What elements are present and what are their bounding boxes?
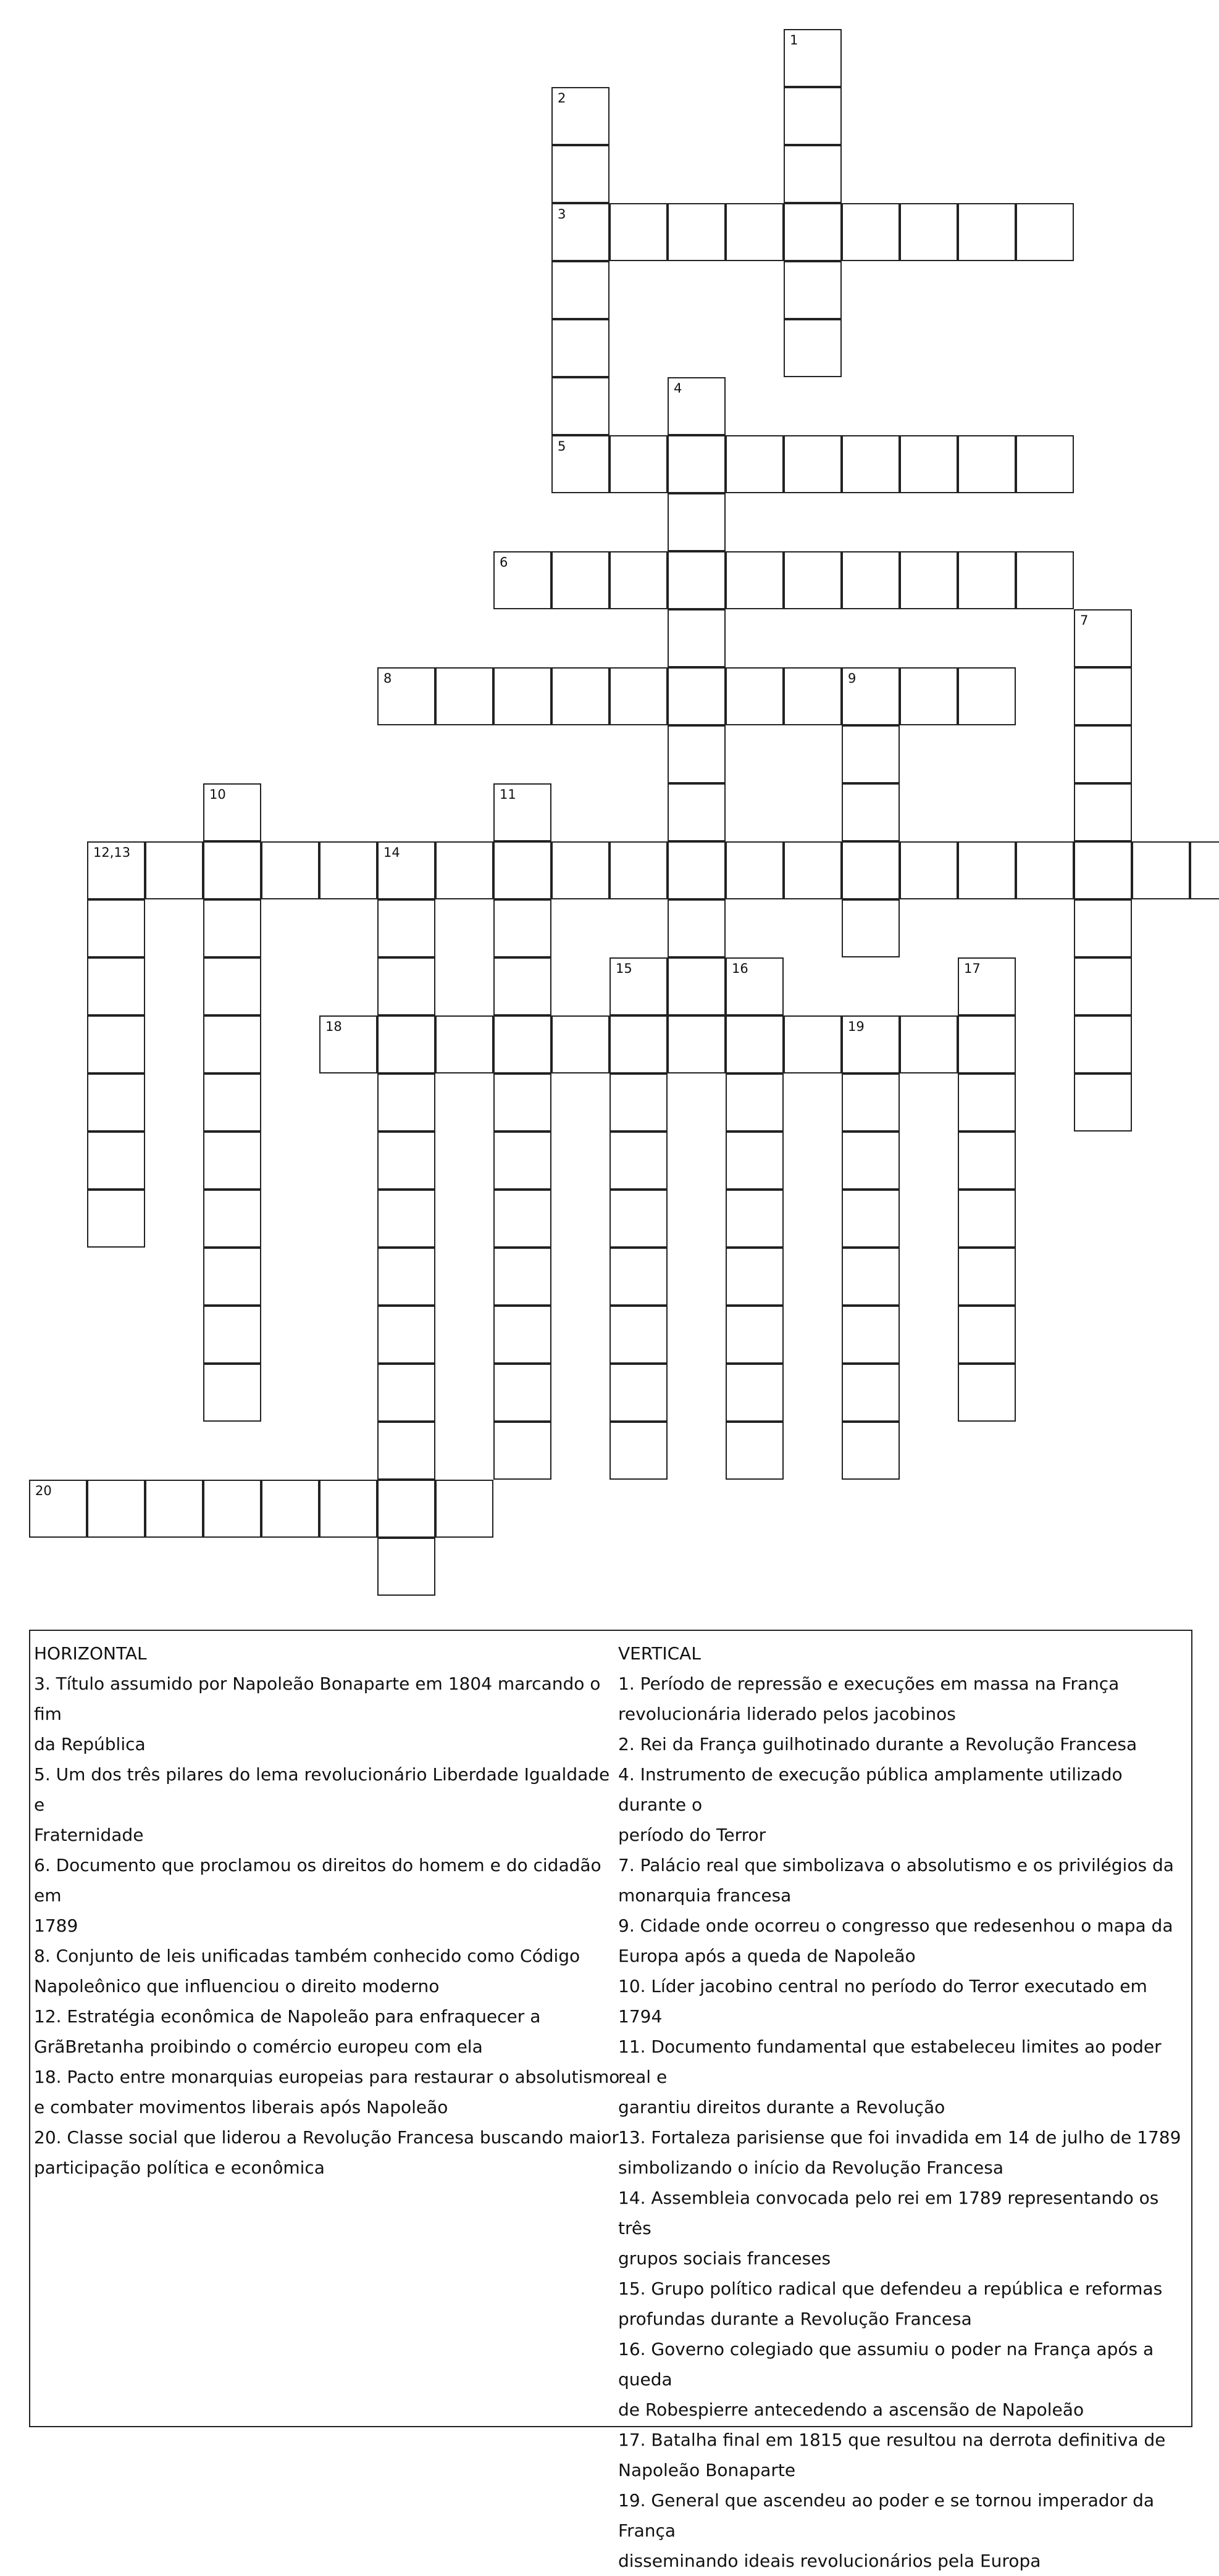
- clue-number: 10: [209, 787, 226, 802]
- grid-cell[interactable]: [435, 1015, 493, 1073]
- grid-cell[interactable]: [610, 841, 668, 899]
- grid-cell[interactable]: [1074, 899, 1132, 957]
- grid-cell[interactable]: [900, 203, 958, 261]
- grid-cell[interactable]: [435, 1480, 493, 1538]
- vertical-clue-line: 11. Documento fundamental que estabeleceu limites ao poder real e: [618, 2036, 1162, 2087]
- grid-cell[interactable]: [842, 551, 900, 609]
- grid-cell[interactable]: [1016, 203, 1074, 261]
- grid-cell[interactable]: [377, 1015, 435, 1073]
- grid-cell[interactable]: [726, 435, 784, 493]
- grid-cell[interactable]: [377, 1422, 435, 1480]
- grid-cell[interactable]: [551, 145, 610, 203]
- grid-cell[interactable]: [493, 1190, 551, 1248]
- grid-cell[interactable]: [87, 1132, 145, 1190]
- grid-cell[interactable]: [668, 1015, 726, 1073]
- grid-cell[interactable]: [726, 1190, 784, 1248]
- grid-cell[interactable]: [145, 841, 203, 899]
- grid-cell[interactable]: [377, 957, 435, 1015]
- grid-cell[interactable]: [842, 899, 900, 957]
- grid-cell[interactable]: [842, 1132, 900, 1190]
- grid-cell[interactable]: [610, 1364, 668, 1422]
- vertical-clue-line: 2. Rei da França guilhotinado durante a Revolução Francesa: [618, 1734, 1137, 1754]
- grid-cell[interactable]: [784, 319, 842, 377]
- grid-cell[interactable]: [377, 667, 435, 725]
- grid-cell[interactable]: [958, 667, 1016, 725]
- clue-number: 2: [558, 91, 566, 106]
- grid-cell[interactable]: [551, 319, 610, 377]
- clue-number: 18: [325, 1019, 342, 1034]
- grid-cell[interactable]: [726, 957, 784, 1015]
- grid-cell[interactable]: [493, 1364, 551, 1422]
- horizontal-clue-line: participação política e econômica: [34, 2157, 325, 2178]
- grid-cell[interactable]: [87, 1015, 145, 1073]
- vertical-clue-line: Napoleão Bonaparte: [618, 2460, 796, 2480]
- grid-cell[interactable]: [1074, 725, 1132, 783]
- grid-cell[interactable]: [842, 1073, 900, 1132]
- horizontal-clue-line: 1789: [34, 1915, 78, 1936]
- grid-cell[interactable]: [842, 1015, 900, 1073]
- grid-cell[interactable]: [610, 1015, 668, 1073]
- grid-cell[interactable]: [784, 435, 842, 493]
- grid-cell[interactable]: [610, 1306, 668, 1364]
- grid-cell[interactable]: [842, 667, 900, 725]
- grid-cell[interactable]: [668, 609, 726, 667]
- grid-cell[interactable]: [726, 1248, 784, 1306]
- grid-cell[interactable]: [493, 1073, 551, 1132]
- horizontal-clue-line: Fraternidade: [34, 1825, 144, 1845]
- grid-cell[interactable]: [551, 841, 610, 899]
- clue-number: 16: [732, 961, 748, 976]
- grid-cell[interactable]: [784, 551, 842, 609]
- grid-cell[interactable]: [610, 1132, 668, 1190]
- grid-cell[interactable]: [1074, 957, 1132, 1015]
- grid-cell[interactable]: [493, 551, 551, 609]
- clue-number: 17: [964, 961, 981, 976]
- grid-cell[interactable]: [203, 841, 261, 899]
- grid-cell[interactable]: [377, 1132, 435, 1190]
- horizontal-clue-line: 20. Classe social que liderou a Revolução Francesa buscando maior: [34, 2127, 619, 2148]
- clue-number: 11: [500, 787, 516, 802]
- clue-number: 8: [383, 671, 392, 686]
- grid-cell[interactable]: [87, 899, 145, 957]
- clue-number: 3: [558, 207, 566, 222]
- clue-number: 4: [674, 381, 682, 396]
- grid-cell[interactable]: [842, 1190, 900, 1248]
- grid-cell[interactable]: [377, 1538, 435, 1596]
- vertical-clue-line: período do Terror: [618, 1825, 766, 1845]
- grid-cell[interactable]: [551, 551, 610, 609]
- grid-cell[interactable]: [203, 1132, 261, 1190]
- grid-cell[interactable]: [842, 725, 900, 783]
- grid-cell[interactable]: [1074, 1073, 1132, 1132]
- grid-cell[interactable]: [493, 783, 551, 841]
- grid-cell[interactable]: [87, 1073, 145, 1132]
- grid-cell[interactable]: [493, 957, 551, 1015]
- grid-cell[interactable]: [842, 1364, 900, 1422]
- vertical-clue-line: 10. Líder jacobino central no período do Terror executado em 1794: [618, 1976, 1147, 2027]
- grid-cell[interactable]: [1016, 841, 1074, 899]
- grid-cell[interactable]: [1074, 783, 1132, 841]
- grid-cell[interactable]: [726, 1364, 784, 1422]
- grid-cell[interactable]: [842, 841, 900, 899]
- grid-cell[interactable]: [610, 1190, 668, 1248]
- grid-cell[interactable]: [610, 203, 668, 261]
- horizontal-clues-column: [34, 1638, 621, 2183]
- grid-cell[interactable]: [784, 29, 842, 87]
- grid-cell[interactable]: [610, 1422, 668, 1480]
- grid-cell[interactable]: [1132, 841, 1190, 899]
- vertical-clue-line: 1. Período de repressão e execuções em massa na França: [618, 1674, 1120, 1694]
- grid-cell[interactable]: [958, 1132, 1016, 1190]
- grid-cell[interactable]: [551, 87, 610, 145]
- grid-cell[interactable]: [900, 435, 958, 493]
- grid-cell[interactable]: [29, 1480, 87, 1538]
- grid-cell[interactable]: [726, 203, 784, 261]
- grid-cell[interactable]: [203, 1015, 261, 1073]
- grid-cell[interactable]: [610, 1248, 668, 1306]
- grid-cell[interactable]: [87, 1480, 145, 1538]
- clue-number: 19: [848, 1019, 865, 1034]
- grid-cell[interactable]: [203, 899, 261, 957]
- grid-cell[interactable]: [726, 1015, 784, 1073]
- grid-cell[interactable]: [203, 1190, 261, 1248]
- grid-cell[interactable]: [1190, 841, 1219, 899]
- grid-cell[interactable]: [551, 1015, 610, 1073]
- grid-cell[interactable]: [726, 667, 784, 725]
- grid-cell[interactable]: [203, 1248, 261, 1306]
- grid-cell[interactable]: [668, 435, 726, 493]
- grid-cell[interactable]: [784, 145, 842, 203]
- grid-cell[interactable]: [1016, 435, 1074, 493]
- grid-cell[interactable]: [87, 1190, 145, 1248]
- clue-number: 6: [500, 555, 508, 570]
- vertical-clue-line: 17. Batalha final em 1815 que resultou na derrota definitiva de: [618, 2430, 1166, 2450]
- grid-cell[interactable]: [958, 1364, 1016, 1422]
- grid-cell[interactable]: [203, 783, 261, 841]
- grid-cell[interactable]: [958, 435, 1016, 493]
- grid-cell[interactable]: [958, 1306, 1016, 1364]
- grid-cell[interactable]: [261, 841, 319, 899]
- grid-cell[interactable]: [842, 1248, 900, 1306]
- grid-cell[interactable]: [551, 435, 610, 493]
- grid-cell[interactable]: [319, 1480, 377, 1538]
- grid-cell[interactable]: [493, 1306, 551, 1364]
- grid-cell[interactable]: [842, 783, 900, 841]
- grid-cell[interactable]: [958, 841, 1016, 899]
- grid-cell[interactable]: [610, 667, 668, 725]
- horizontal-clue-line: da República: [34, 1734, 146, 1754]
- grid-cell[interactable]: [668, 783, 726, 841]
- grid-cell[interactable]: [493, 1015, 551, 1073]
- grid-cell[interactable]: [958, 1073, 1016, 1132]
- grid-cell[interactable]: [203, 1306, 261, 1364]
- horizontal-clue-line: Napoleônico que influenciou o direito moderno: [34, 1976, 440, 1996]
- grid-cell[interactable]: [784, 261, 842, 319]
- grid-cell[interactable]: [668, 493, 726, 551]
- clue-number: 20: [35, 1483, 52, 1498]
- grid-cell[interactable]: [1074, 1015, 1132, 1073]
- vertical-clues-title: VERTICAL: [618, 1643, 701, 1664]
- vertical-clue-line: Europa após a queda de Napoleão: [618, 1946, 916, 1966]
- vertical-clue-line: de Robespierre antecedendo a ascensão de Napoleão: [618, 2399, 1084, 2420]
- grid-cell[interactable]: [668, 203, 726, 261]
- clue-number: 15: [616, 961, 632, 976]
- grid-cell[interactable]: [610, 435, 668, 493]
- grid-cell[interactable]: [377, 1248, 435, 1306]
- grid-cell[interactable]: [493, 899, 551, 957]
- grid-cell[interactable]: [668, 841, 726, 899]
- horizontal-clue-line: 12. Estratégia econômica de Napoleão para enfraquecer a: [34, 2006, 541, 2027]
- grid-cell[interactable]: [203, 1364, 261, 1422]
- horizontal-clue-line: GrãBretanha proibindo o comércio europeu com ela: [34, 2036, 483, 2057]
- vertical-clue-line: 16. Governo colegiado que assumiu o poder na França após a queda: [618, 2339, 1154, 2390]
- horizontal-clue-line: 3. Título assumido por Napoleão Bonaparte em 1804 marcando o fim: [34, 1674, 601, 1724]
- horizontal-clue-line: 18. Pacto entre monarquias europeias para restaurar o absolutismo: [34, 2067, 620, 2087]
- clue-number: 12,13: [93, 845, 131, 860]
- horizontal-clue-line: e combater movimentos liberais após Napoleão: [34, 2097, 448, 2117]
- horizontal-clue-line: 8. Conjunto de leis unificadas também conhecido como Código: [34, 1946, 580, 1966]
- grid-cell[interactable]: [493, 667, 551, 725]
- vertical-clue-line: disseminando ideais revolucionários pela Europa: [618, 2551, 1041, 2571]
- grid-cell[interactable]: [377, 841, 435, 899]
- grid-cell[interactable]: [668, 377, 726, 435]
- grid-cell[interactable]: [493, 1248, 551, 1306]
- grid-cell[interactable]: [668, 957, 726, 1015]
- grid-cell[interactable]: [1074, 841, 1132, 899]
- grid-cell[interactable]: [203, 1073, 261, 1132]
- clue-number: 1: [790, 33, 798, 48]
- grid-cell[interactable]: [900, 551, 958, 609]
- grid-cell[interactable]: [668, 725, 726, 783]
- clues-box: [29, 1630, 1192, 2571]
- grid-cell[interactable]: [784, 87, 842, 145]
- grid-cell[interactable]: [958, 1015, 1016, 1073]
- grid-cell[interactable]: [784, 841, 842, 899]
- grid-cell[interactable]: [784, 667, 842, 725]
- clue-number: 7: [1080, 613, 1089, 628]
- clue-number: 5: [558, 439, 566, 454]
- grid-cell[interactable]: [842, 435, 900, 493]
- grid-cell[interactable]: [203, 957, 261, 1015]
- grid-cell[interactable]: [784, 1015, 842, 1073]
- vertical-clue-line: 14. Assembleia convocada pelo rei em 1789 representando os três: [618, 2188, 1159, 2238]
- grid-cell[interactable]: [319, 1015, 377, 1073]
- grid-cell[interactable]: [668, 551, 726, 609]
- vertical-clue-line: grupos sociais franceses: [618, 2248, 831, 2269]
- grid-cell[interactable]: [958, 957, 1016, 1015]
- grid-cell[interactable]: [435, 667, 493, 725]
- grid-cell[interactable]: [551, 377, 610, 435]
- grid-cell[interactable]: [1074, 609, 1132, 667]
- grid-cell[interactable]: [958, 551, 1016, 609]
- grid-cell[interactable]: [842, 1306, 900, 1364]
- horizontal-clue-line: 6. Documento que proclamou os direitos do homem e do cidadão em: [34, 1855, 601, 1906]
- grid-cell[interactable]: [726, 1422, 784, 1480]
- grid-cell[interactable]: [900, 841, 958, 899]
- vertical-clue-line: garantiu direitos durante a Revolução: [618, 2097, 945, 2117]
- grid-cell[interactable]: [668, 899, 726, 957]
- grid-cell[interactable]: [726, 1306, 784, 1364]
- vertical-clue-line: profundas durante a Revolução Francesa: [618, 2309, 972, 2329]
- grid-cell[interactable]: [551, 203, 610, 261]
- vertical-clue-line: simbolizando o início da Revolução Francesa: [618, 2157, 1003, 2178]
- grid-cell[interactable]: [842, 203, 900, 261]
- grid-cell[interactable]: [377, 1364, 435, 1422]
- grid-cell[interactable]: [377, 1073, 435, 1132]
- grid-cell[interactable]: [319, 841, 377, 899]
- grid-cell[interactable]: [784, 203, 842, 261]
- grid-cell[interactable]: [87, 841, 145, 899]
- grid-cell[interactable]: [726, 1132, 784, 1190]
- vertical-clue-line: monarquia francesa: [618, 1885, 792, 1906]
- clue-number: 14: [383, 845, 400, 860]
- vertical-clue-line: 4. Instrumento de execução pública amplamente utilizado durante o: [618, 1764, 1123, 1815]
- grid-cell[interactable]: [377, 1190, 435, 1248]
- grid-cell[interactable]: [435, 841, 493, 899]
- vertical-clue-line: 9. Cidade onde ocorreu o congresso que redesenhou o mapa da: [618, 1915, 1173, 1936]
- grid-cell[interactable]: [493, 1132, 551, 1190]
- grid-cell[interactable]: [551, 667, 610, 725]
- grid-cell[interactable]: [726, 1073, 784, 1132]
- grid-cell[interactable]: [261, 1480, 319, 1538]
- horizontal-clue-line: 5. Um dos três pilares do lema revolucionário Liberdade Igualdade e: [34, 1764, 610, 1815]
- grid-cell[interactable]: [377, 1480, 435, 1538]
- grid-cell[interactable]: [203, 1480, 261, 1538]
- grid-cell[interactable]: [958, 1248, 1016, 1306]
- grid-cell[interactable]: [610, 551, 668, 609]
- grid-cell[interactable]: [87, 957, 145, 1015]
- grid-cell[interactable]: [842, 1422, 900, 1480]
- grid-cell[interactable]: [493, 841, 551, 899]
- grid-cell[interactable]: [377, 899, 435, 957]
- clue-number: 9: [848, 671, 857, 686]
- vertical-clue-line: 13. Fortaleza parisiense que foi invadida em 14 de julho de 1789: [618, 2127, 1181, 2148]
- grid-cell[interactable]: [610, 957, 668, 1015]
- vertical-clue-line: revolucionária liderado pelos jacobinos: [618, 1704, 956, 1724]
- grid-cell[interactable]: [1016, 551, 1074, 609]
- grid-cell[interactable]: [726, 551, 784, 609]
- grid-cell[interactable]: [900, 667, 958, 725]
- grid-cell[interactable]: [958, 1190, 1016, 1248]
- vertical-clue-line: 15. Grupo político radical que defendeu a república e reformas: [618, 2278, 1163, 2299]
- horizontal-clues-title: HORIZONTAL: [34, 1643, 147, 1664]
- vertical-clue-line: 19. General que ascendeu ao poder e se tornou imperador da França: [618, 2490, 1155, 2541]
- grid-cell[interactable]: [668, 667, 726, 725]
- grid-cell[interactable]: [145, 1480, 203, 1538]
- grid-cell[interactable]: [377, 1306, 435, 1364]
- grid-cell[interactable]: [551, 261, 610, 319]
- grid-cell[interactable]: [493, 1422, 551, 1480]
- grid-cell[interactable]: [900, 1015, 958, 1073]
- vertical-clues-column: [618, 1638, 1188, 2576]
- grid-cell[interactable]: [958, 203, 1016, 261]
- grid-cell[interactable]: [610, 1073, 668, 1132]
- vertical-clue-line: 7. Palácio real que simbolizava o absolutismo e os privilégios da: [618, 1855, 1174, 1875]
- grid-cell[interactable]: [726, 841, 784, 899]
- grid-cell[interactable]: [1074, 667, 1132, 725]
